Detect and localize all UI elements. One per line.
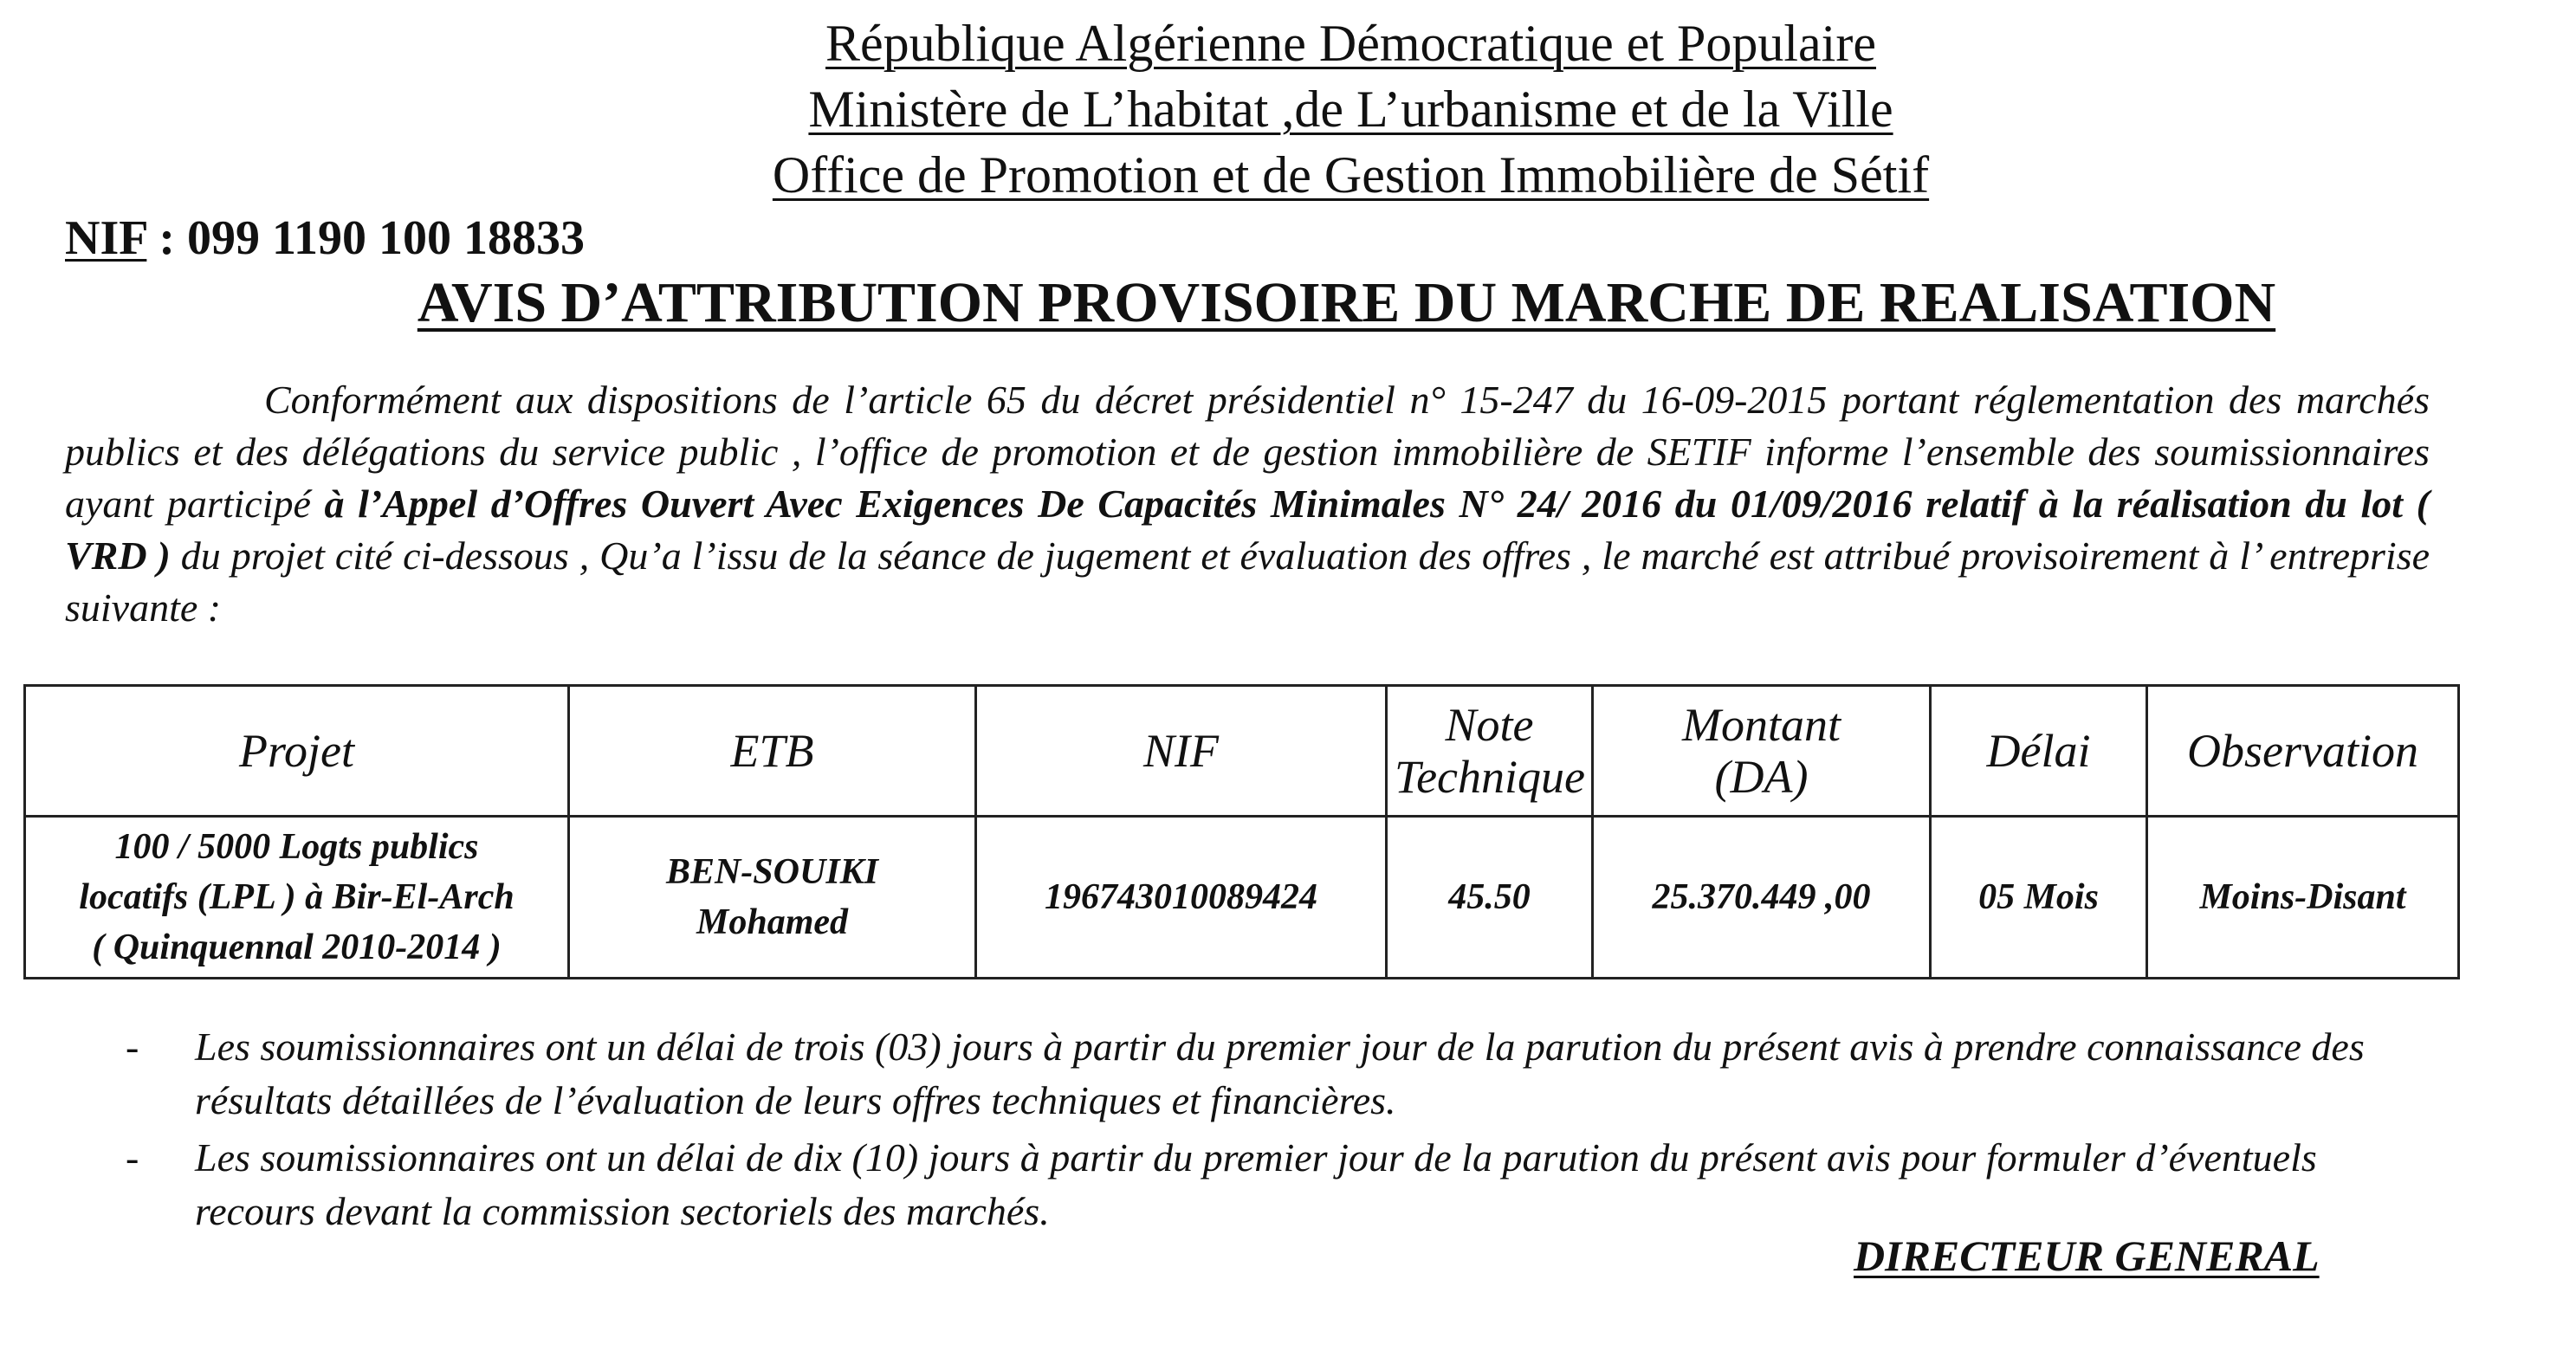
- etb-line2: Mohamed: [696, 902, 848, 942]
- table-row: [25, 817, 2459, 979]
- cell-nif: 196743010089424: [976, 817, 1387, 979]
- col-header-projet: Projet: [25, 686, 569, 817]
- nif-label: NIF: [65, 211, 147, 265]
- bullet-dash: -: [126, 1025, 139, 1069]
- award-table: [23, 684, 2460, 979]
- intro-text-part2: du projet cité ci-dessous , Qu’a l’issu de la séance de jugement et évaluation des offres , le marché est attribué provisoirement à l’ entreprise suivante :: [65, 533, 2430, 630]
- notice-title: AVIS D’ATTRIBUTION PROVISOIRE DU MARCHE DE REALISATION: [417, 271, 2276, 334]
- projet-line2: locatifs (LPL ) à Bir-El-Arch: [79, 877, 515, 917]
- cell-projet: [25, 817, 569, 979]
- etb-line1: BEN-SOUIKI: [665, 852, 879, 892]
- header-ministry: Ministère de L’habitat ,de L’urbanisme et de la Ville: [808, 81, 1893, 138]
- header-office: Office de Promotion et de Gestion Immobilière de Sétif: [772, 146, 1930, 204]
- montant-header-line1: Montant: [1682, 699, 1841, 751]
- cell-etb: [569, 817, 976, 979]
- intro-paragraph: [65, 374, 2430, 634]
- projet-line1: 100 / 5000 Logts publics: [114, 827, 479, 867]
- col-header-etb: ETB: [569, 686, 976, 817]
- conditions-list: [126, 1020, 2434, 1242]
- nif-separator: :: [146, 211, 188, 265]
- intro-text-bold: à l’Appel d’Offres Ouvert Avec Exigences De Capacités Minimales N° 24/ 2016 du 01/09/2016 relatif à la réalisation du lot ( VRD ): [65, 482, 2430, 578]
- note-header-line1: Note: [1445, 699, 1534, 751]
- cell-montant: 25.370.449 ,00: [1593, 817, 1931, 979]
- nif-line: [65, 210, 585, 267]
- intro-text-part1: Conformément aux dispositions de l’article 65 du décret présidentiel n° 15-247 du 16-09-2015 portant réglementation des marchés publics et des délégations du service public , l’office de promotion et de gestion immobilière de SETIF informe l’ensemble des soumissionnaires ayant participé: [65, 378, 2430, 526]
- signature-title: DIRECTEUR GENERAL: [1854, 1231, 2320, 1280]
- col-header-note-technique: [1387, 686, 1593, 817]
- list-item: [126, 1020, 2434, 1128]
- col-header-montant: [1593, 686, 1931, 817]
- montant-header-line2: (DA): [1714, 751, 1809, 803]
- col-header-observation: Observation: [2147, 686, 2459, 817]
- cell-observation: Moins-Disant: [2147, 817, 2459, 979]
- bullet-text-review-period: Les soumissionnaires ont un délai de trois (03) jours à partir du premier jour de la parution du présent avis à prendre connaissance des résultats détaillées de l’évaluation de leurs offres techniques et financières.: [195, 1025, 2365, 1122]
- list-item: [126, 1131, 2434, 1238]
- nif-value: 099 1190 100 18833: [187, 211, 585, 265]
- cell-note-technique: 45.50: [1387, 817, 1593, 979]
- bullet-dash: -: [126, 1135, 139, 1180]
- cell-delai: 05 Mois: [1931, 817, 2147, 979]
- note-header-line2: Technique: [1395, 751, 1585, 803]
- header-republic: République Algérienne Démocratique et Populaire: [825, 15, 1876, 72]
- projet-line3: ( Quinquennal 2010-2014 ): [92, 928, 502, 967]
- col-header-nif: NIF: [976, 686, 1387, 817]
- bullet-text-appeal-period: Les soumissionnaires ont un délai de dix (10) jours à partir du premier jour de la parution du présent avis pour formuler d’éventuels recours devant la commission sectoriels des marchés.: [195, 1135, 2317, 1233]
- table-header-row: [25, 686, 2459, 817]
- col-header-delai: Délai: [1931, 686, 2147, 817]
